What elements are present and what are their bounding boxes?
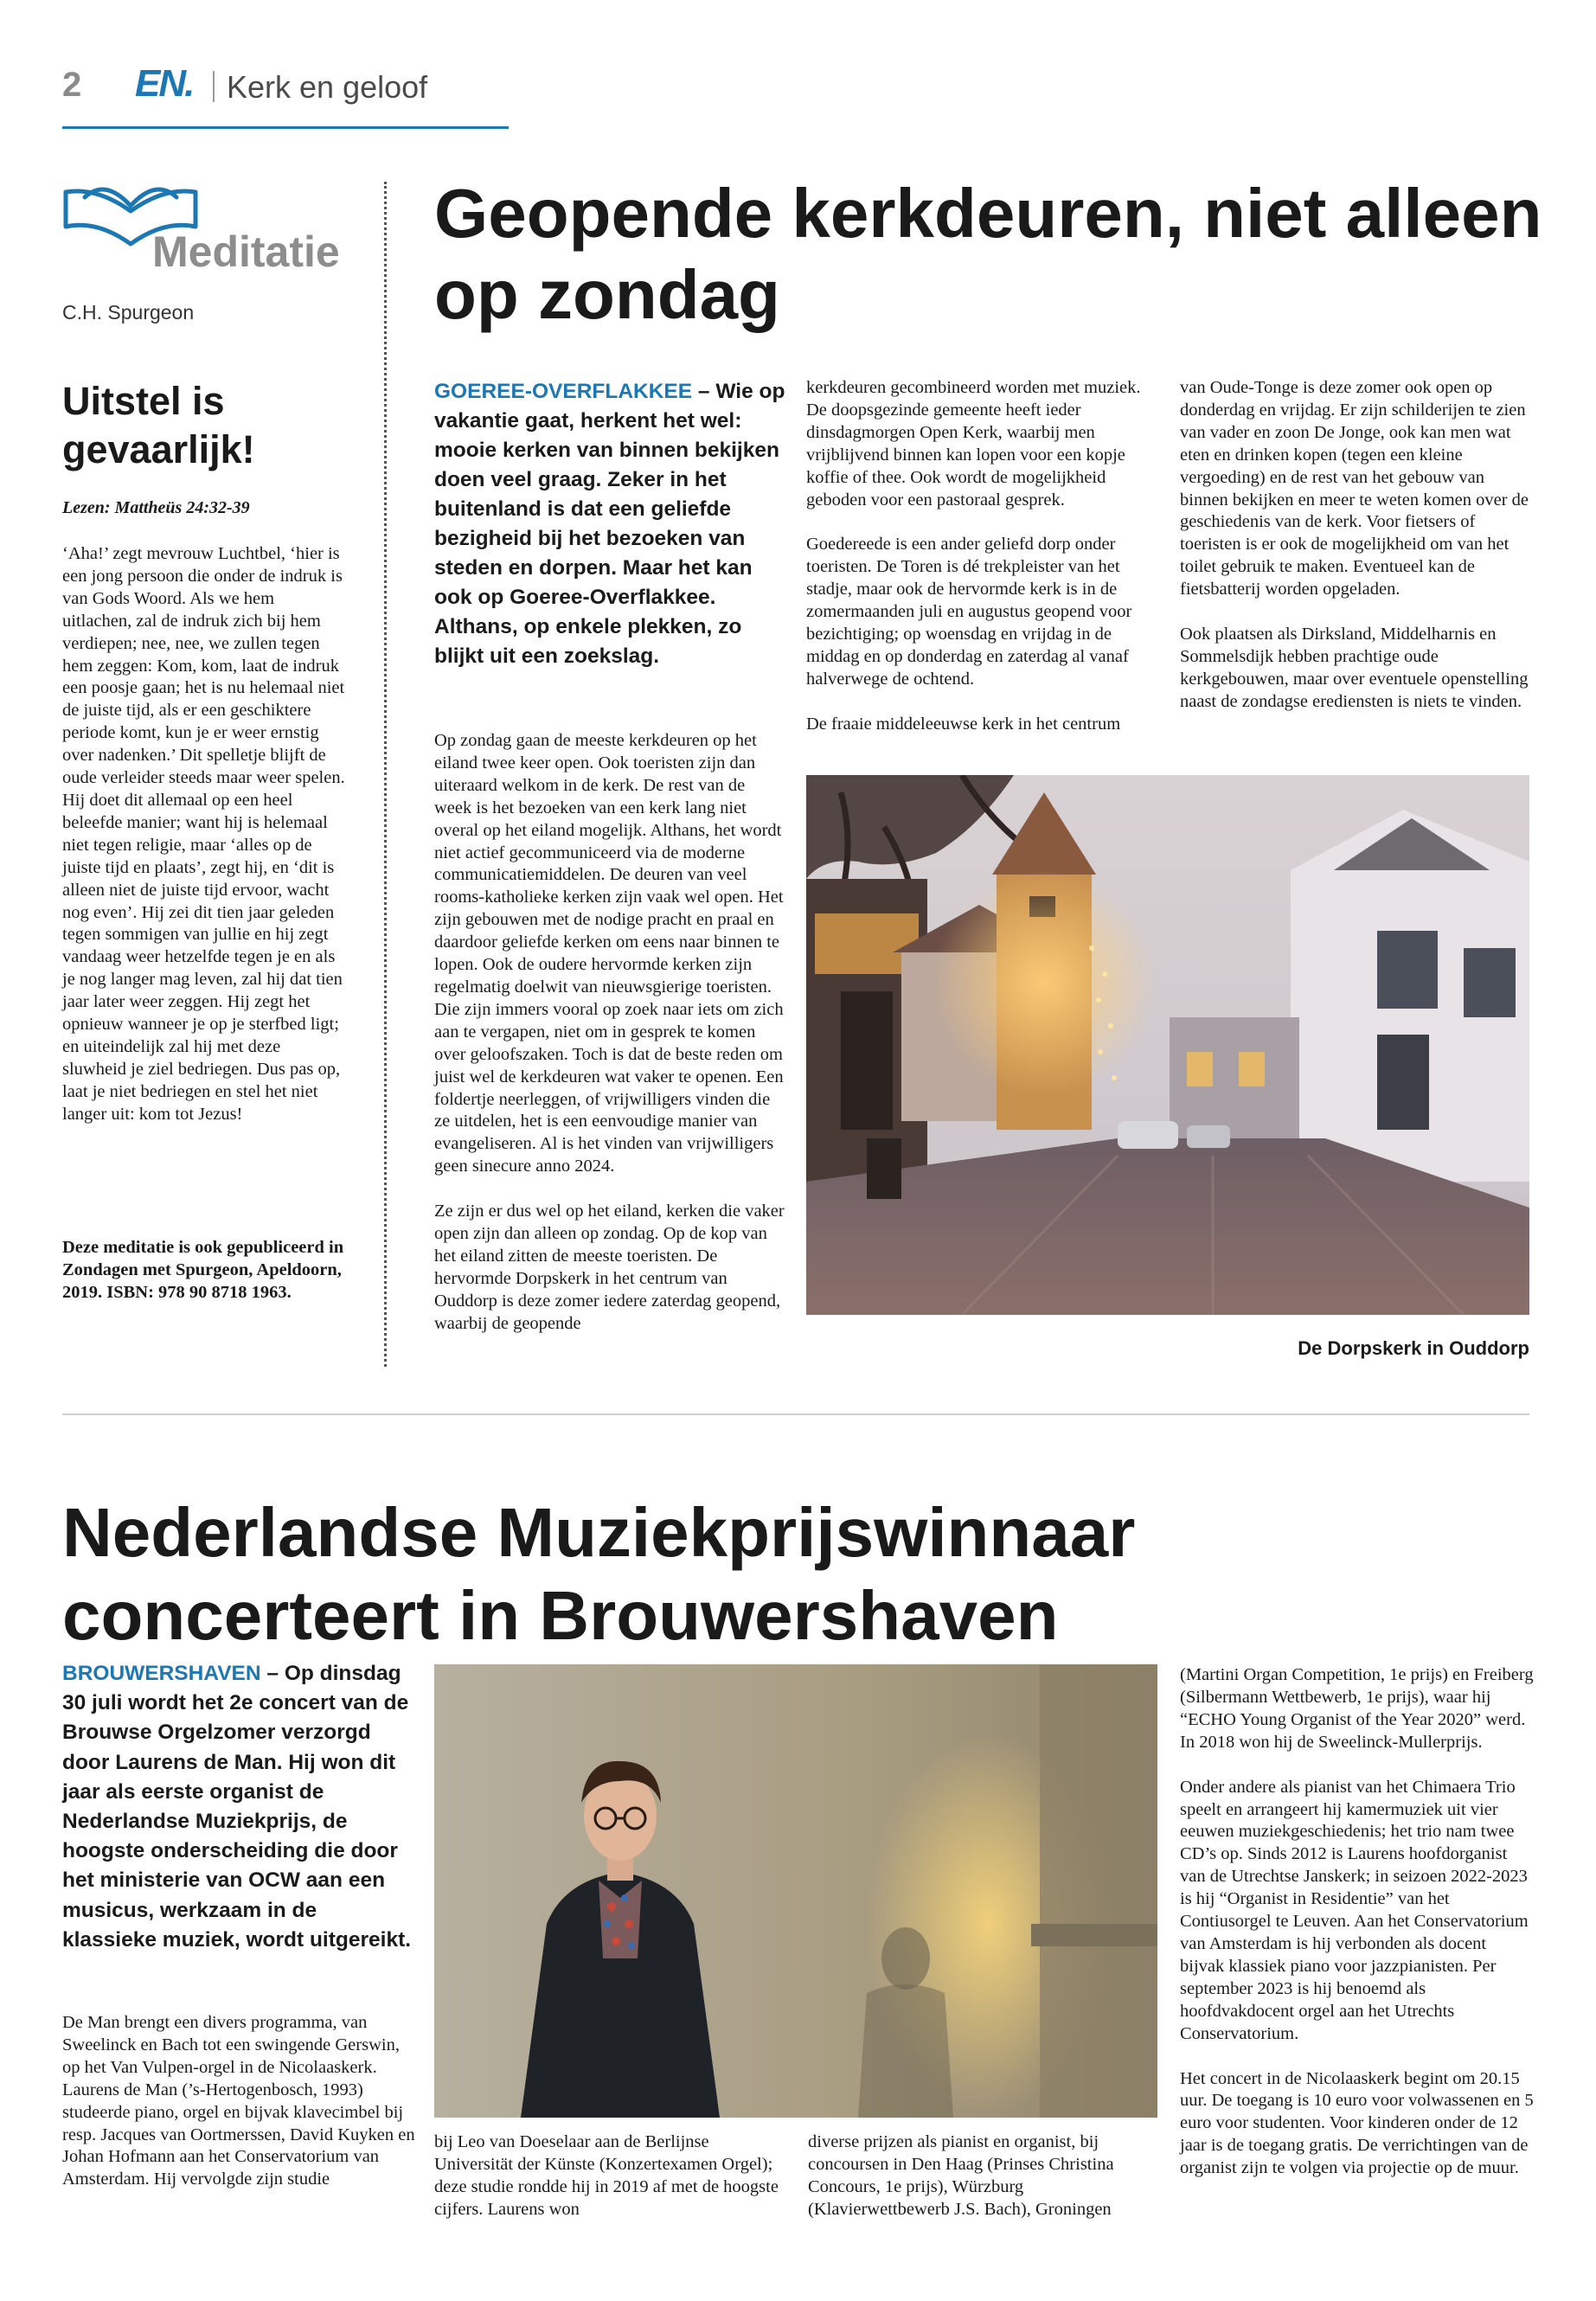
article-column-1 xyxy=(62,2012,417,2191)
meditation-label: Meditatie xyxy=(152,228,340,276)
article-lead xyxy=(62,1659,415,1955)
article-column-4 xyxy=(1180,1664,1535,2180)
article-lead xyxy=(434,377,794,671)
meditation-note: Deze meditatie is ook gepubliceerd in Zondagen met Spurgeon, Apeldoorn, 2019. ISBN: 978 90 8718 1963. xyxy=(62,1238,344,1302)
paragraph: (Martini Organ Competition, 1e prijs) en Freiberg (Silbermann Wettbewerb, 1e prijs), waar hij “ECHO Young Organist of the Year 2020” werd. In 2018 won hij de Sweelinck-Mullerprijs. xyxy=(1180,1665,1534,1752)
paragraph: Onder andere als pianist van het Chimaera Trio speelt en arrangeert hij kamermuziek uit vier eeuwen muziekgeschiedenis; het trio nam twee CD’s op. Sinds 2012 is Laurens hoofdorganist van de Utrechtse Janskerk; in seizoen 2022-2023 is hij “Organist in Residentie” van het Contiusorgel te Leuven. Aan het Conservatorium van Amsterdam is hij verbonden als docent bijvak klassiek piano voor jazzpianisten. Per september 2023 is hij benoemd als hoofdvakdocent orgel aan het Utrechts Conservatorium. xyxy=(1180,1777,1529,2043)
paragraph: De fraaie middeleeuwse kerk in het centrum xyxy=(806,714,1121,734)
dateline-place: GOEREE-OVERFLAKKEE xyxy=(434,380,693,403)
column-divider xyxy=(384,182,387,1367)
section-divider xyxy=(62,1413,1529,1415)
article-headline: Nederlandse Muziekprijswinnaar concerteert in Brouwershaven xyxy=(62,1494,1136,1654)
meditation-body: ‘Aha!’ zegt mevrouw Luchtbel, ‘hier is een jong persoon die onder de indruk is van Gods Woord. Als we hem uitlachen, zal de indruk zich bij hem verdiepen; nee, nee, we zullen tegen hem zeggen: Kom, kom, laat de indruk een poosje gaan; het is nu helemaal niet de juiste tijd, als er een geschiktere periode komt, kun je er weer ernstig over nadenken.’ Dit spelletje blijft de oude verleider steeds maar weer spelen. Hij doet dit allemaal op een heel beleefde manier; want hij is helemaal niet tegen religie, maar ‘alles op de juiste tijd en plaats’, zegt hij, en ‘dit is alleen niet de juiste tijd ervoor, wacht nog even’. Hij zei dit tien jaar geleden tegen sommigen van jullie en hij zegt vandaag weer hetzelfde tegen je en als je nog langer mag leven, zal hij dat tien jaar later weer zeggen. Hij zegt het opnieuw wanneer je op je sterfbed ligt; en uiteindelijk zal hij met deze sluwheid je ziel bedriegen. Dus pas op, laat je niet bedriegen en stel het niet langer uit: kom tot Jezus! xyxy=(62,544,345,1124)
paragraph: Op zondag gaan de meeste kerkdeuren op het eiland twee keer open. Ook toeristen zijn dan uiteraard welkom in de kerk. De rest van de week is het bezoeken van een kerk lang niet overal op het eiland mogelijk. Althans, het wordt niet actief gecommuniceerd via de moderne communicatiemiddelen. De deuren van veel rooms-katholieke kerken zijn vaak wel open. Het zijn gebouwen met de nodige pracht en praal en daardoor geliefde kerken om eens naar binnen te lopen. Ook de oudere hervormde kerken zijn regelmatig doelwit van nieuwsgierige toeristen. Die zijn immers vooral op zoek naar iets om zich aan te vergapen, niet om in gesprek te komen over geloofszaken. Toch is dat de beste reden om juist wel de kerkdeuren wat vaker te openen. Een foldertje neerleggen, of vrijwilligers vinden die ze uitdelen, het is een eenvoudige manier van evangeliseren. Al is het vinden van vrijwilligers geen sinecure anno 2024. xyxy=(434,731,784,1176)
article-column-3 xyxy=(808,2131,1163,2221)
meditation-headline: Uitstel is gevaarlijk! xyxy=(62,379,255,471)
article-headline: Geopende kerkdeuren, niet alleen op zondag xyxy=(434,175,1542,333)
paragraph: van Oude-Tonge is deze zomer ook open op donderdag en vrijdag. Er zijn schilderijen te zien van vader en zoon De Jonge, ook kan men wat eten en drinken kopen (tegen een kleine vergoeding) en de rest van het gebouw van binnen bekijken en meer te weten komen over de geschiedenis van de kerk. Voor fietsers of toeristen is er ook de mogelijkheid om van het toilet gebruik te maken. Eventueel kan de fietsbatterij worden opgeladen. xyxy=(1180,378,1529,599)
paragraph: De Man brengt een divers programma, van Sweelinck en Bach tot een swingende Gerswin, op het Van Vulpen-orgel in de Nicolaaskerk. Laurens de Man (’s-Hertogenbosch, 1993) studeerde piano, orgel en bijvak klavecimbel bij resp. Jacques van Oortmerssen, David Kuyken en Johan Hofmann aan het Conservatorium van Amsterdam. Hij vervolgde zijn studie xyxy=(62,2013,415,2189)
meditation-author: C.H. Spurgeon xyxy=(62,301,195,324)
publication-logo: EN. xyxy=(135,62,194,105)
article-column-3 xyxy=(1180,377,1535,714)
paragraph: Ook plaatsen als Dirksland, Middelharnis en Sommelsdijk hebben prachtige oude kerkgebouwen, maar over eventuele openstelling naast de zondagse erediensten is niets te vinden. xyxy=(1180,625,1529,711)
article-column-1 xyxy=(434,730,785,1336)
organist-portrait-photo xyxy=(434,1664,1157,2118)
paragraph: bij Leo van Doeselaar aan de Berlijnse Universität der Künste (Konzertexamen Orgel); deze studie rondde hij in 2019 af met de hoogste cijfers. Laurens won xyxy=(434,2132,779,2219)
paragraph: kerkdeuren gecombineerd worden met muziek. De doopsgezinde gemeente heeft ieder dinsdagmorgen Open Kerk, waarbij men vrijblijvend binnen kan lopen voor een kopje koffie of thee. Ook wordt de mogelijkheid geboden voor een pastoraal gesprek. xyxy=(806,378,1141,510)
paragraph: Goedereede is een ander geliefd dorp onder toeristen. De Toren is dé trekpleister van het stadje, maar ook de hervormde kerk is in de zomermaanden juli en augustus geopend voor bezichtiging; op woensdag en vrijdag in de middag en op donderdag en zaterdag al vanaf halverwege de ochtend. xyxy=(806,535,1132,689)
header-rule xyxy=(62,126,509,129)
paragraph: Ze zijn er dus wel op het eiland, kerken die vaker open zijn dan alleen op zondag. Op de kop van het eiland zitten de meeste toeristen. De hervormde Dorpskerk in het centrum van Ouddorp is deze zomer iedere zaterdag geopend, waarbij de geopende xyxy=(434,1202,785,1333)
dateline-place: BROUWERSHAVEN xyxy=(62,1662,261,1685)
section-title: Kerk en geloof xyxy=(227,69,428,105)
paragraph: diverse prijzen als pianist en organist, bij concoursen in Den Haag (Prinses Christina Concours, 1e prijs), Würzburg (Klavierwettbewerb J.S. Bach), Groningen xyxy=(808,2132,1114,2219)
lead-text: – Wie op vakantie gaat, herkent het wel: mooie kerken van binnen bekijken doen veel graag. Zeker in het buitenland is dat een geliefde bezigheid bij het bezoeken van steden en dorpen. Maar het kan ook op Goeree-Overflakkee. Althans, op enkele plekken, zo blijkt uit een zoekslag. xyxy=(434,380,785,668)
paragraph: Het concert in de Nicolaaskerk begint om 20.15 uur. De toegang is 10 euro voor volwassenen en 5 euro voor studenten. Voor kinderen onder de 12 jaar is de toegang gratis. De verrichtingen van de organist zijn te volgen via projectie op de muur. xyxy=(1180,2068,1534,2178)
header-separator xyxy=(213,71,215,102)
page-number: 2 xyxy=(62,66,82,104)
meditation-reading: Lezen: Mattheüs 24:32-39 xyxy=(62,498,250,517)
lead-text: – Op dinsdag 30 juli wordt het 2e concert van de Brouwse Orgelzomer verzorgd door Laurens de Man. Hij won dit jaar als eerste organist de Nederlandse Muziekprijs, de hoogste onderscheiding die door het ministerie van OCW aan een musicus, werkzaam in de klassieke muziek, wordt uitgereikt. xyxy=(62,1662,412,1952)
article-column-2 xyxy=(434,2131,789,2221)
photo-caption: De Dorpskerk in Ouddorp xyxy=(1298,1337,1529,1359)
church-street-photo xyxy=(806,775,1529,1315)
article-column-2 xyxy=(806,377,1157,736)
